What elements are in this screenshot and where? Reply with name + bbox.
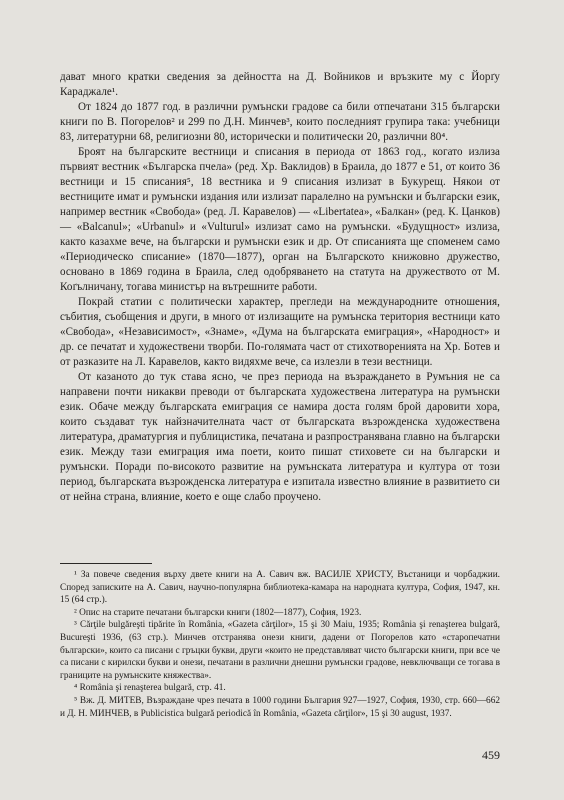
footnote-3: ³ Cărţile bulgăreşti tipărite în România, «Gazeta cărţilor», 15 şi 30 Maiu, 1935; România şi renaşterea bulgară, Bucureşti 1936, (63 стр.). Минчев отстранява онези книги, дадени от Погорелов като «старопечатни български», които са писани с гръцки букви, други «които не представляват чисто български книги, при все че са писани с кирилски букви и онези, печатани в различни днешни румънски градове, невключващи се тогава в границите на румънските княжества».	[60, 620, 500, 681]
paragraph-4: Покрай статии с политически характер, прегледи на международните отношения, събития, съобщения и други, в много от излизащите на румънска територия вестници като «Свобода», «Независимост», «Знаме», «Дума на българската емиграция», «Народност» и др. се печатат и художествени творби. По-голямата част от стихотворенията на Хр. Ботев и от разказите на Л. Каравелов, както видяхме вече, са излезли в тези вестници.	[60, 296, 500, 368]
paragraph-5: От казаното до тук става ясно, че през периода на възраждането в Румъния не са направени почти никакви преводи от българската художествена литература на румънски език. Обаче между българската емиграция се намира доста голям брой даровити хора, които създават тук найзначителната част от българската възрожденска художествена литература, драматургия и публицистика, печатана и разпространявана главно на български език. Между тази емиграция има поети, които пишат стиховете си на български и румънски. Поради по-високото развитие на румънската литература и култура от този период, българската възрожденска литература е изпитала известно влияние в развитието си от нейна страна, влияние, което е още слабо проучено.	[60, 371, 500, 503]
footnote-4: ⁴ România şi renaşterea bulgară, стр. 41.	[74, 683, 226, 694]
footnote-divider	[60, 563, 152, 564]
footnote-2: ² Опис на старите печатани български книги (1802—1877), София, 1923.	[74, 607, 362, 618]
paragraph-1: дават много кратки сведения за дейността на Д. Войников и връзките му с Йорґу Караджале¹.	[60, 71, 500, 98]
main-text	[60, 70, 500, 505]
paragraph-3: Броят на българските вестници и списания в периода от 1863 год., когато излиза първият вестник «Българска пчела» (ред. Хр. Ваклидов) в Браила, до 1877 е 51, от които 36 вестници и 15 списания⁵, 18 вестника и 9 списания излизат в Букурещ. Някои от вестниците имат и румънски издания или излизат паралелно на румънски и български език, например вестник «Свобода» (ред. Л. Каравелов) — «Libertatea», «Балкан» (ред. К. Цанков) — «Balcanul»; «Urbanul» и «Vulturul» излизат само на румънски. «Будущност» излиза, както казахме вече, на български и румънски език и др. От списанията ще споменем само «Периодическо списание» (1870—1877), орган на Българското книжовно дружество, основано в 1869 година в Браила, след одобряването на статута на дружеството от М. Коґълничану, тогава министър на вътрешните работи.	[60, 146, 500, 293]
footnotes	[60, 569, 500, 720]
paragraph-2: От 1824 до 1877 год. в различни румънски градове са били отпечатани 315 български книги по В. Погорелов² и 299 по Д.Н. Минчев³, които последният групира така: учебници 83, литературни 68, религиозни 80, исторически и политически 20, различни 80⁴.	[60, 101, 500, 143]
page-number: 459	[482, 748, 500, 762]
footnote-5: ⁵ Вж. Д. МИТЕВ, Възраждане чрез печата в 1000 години България 927—1927, София, 1930, стр. 660—662 и Д. Н. МИНЧЕВ, в Publicistica bulgară periodică în România, «Gazeta cărţilor», 15 şi 30 august, 1937.	[60, 695, 500, 719]
footnote-1: ¹ За повече сведения върху двете книги на А. Савич вж. ВАСИЛЕ ХРИСТУ, Въстаници и чорбаджии. Според записките на А. Савич, научно-популярна библиотека-камара на народната култура, София, 1947, кн. 15 (64 стр.).	[60, 570, 500, 606]
